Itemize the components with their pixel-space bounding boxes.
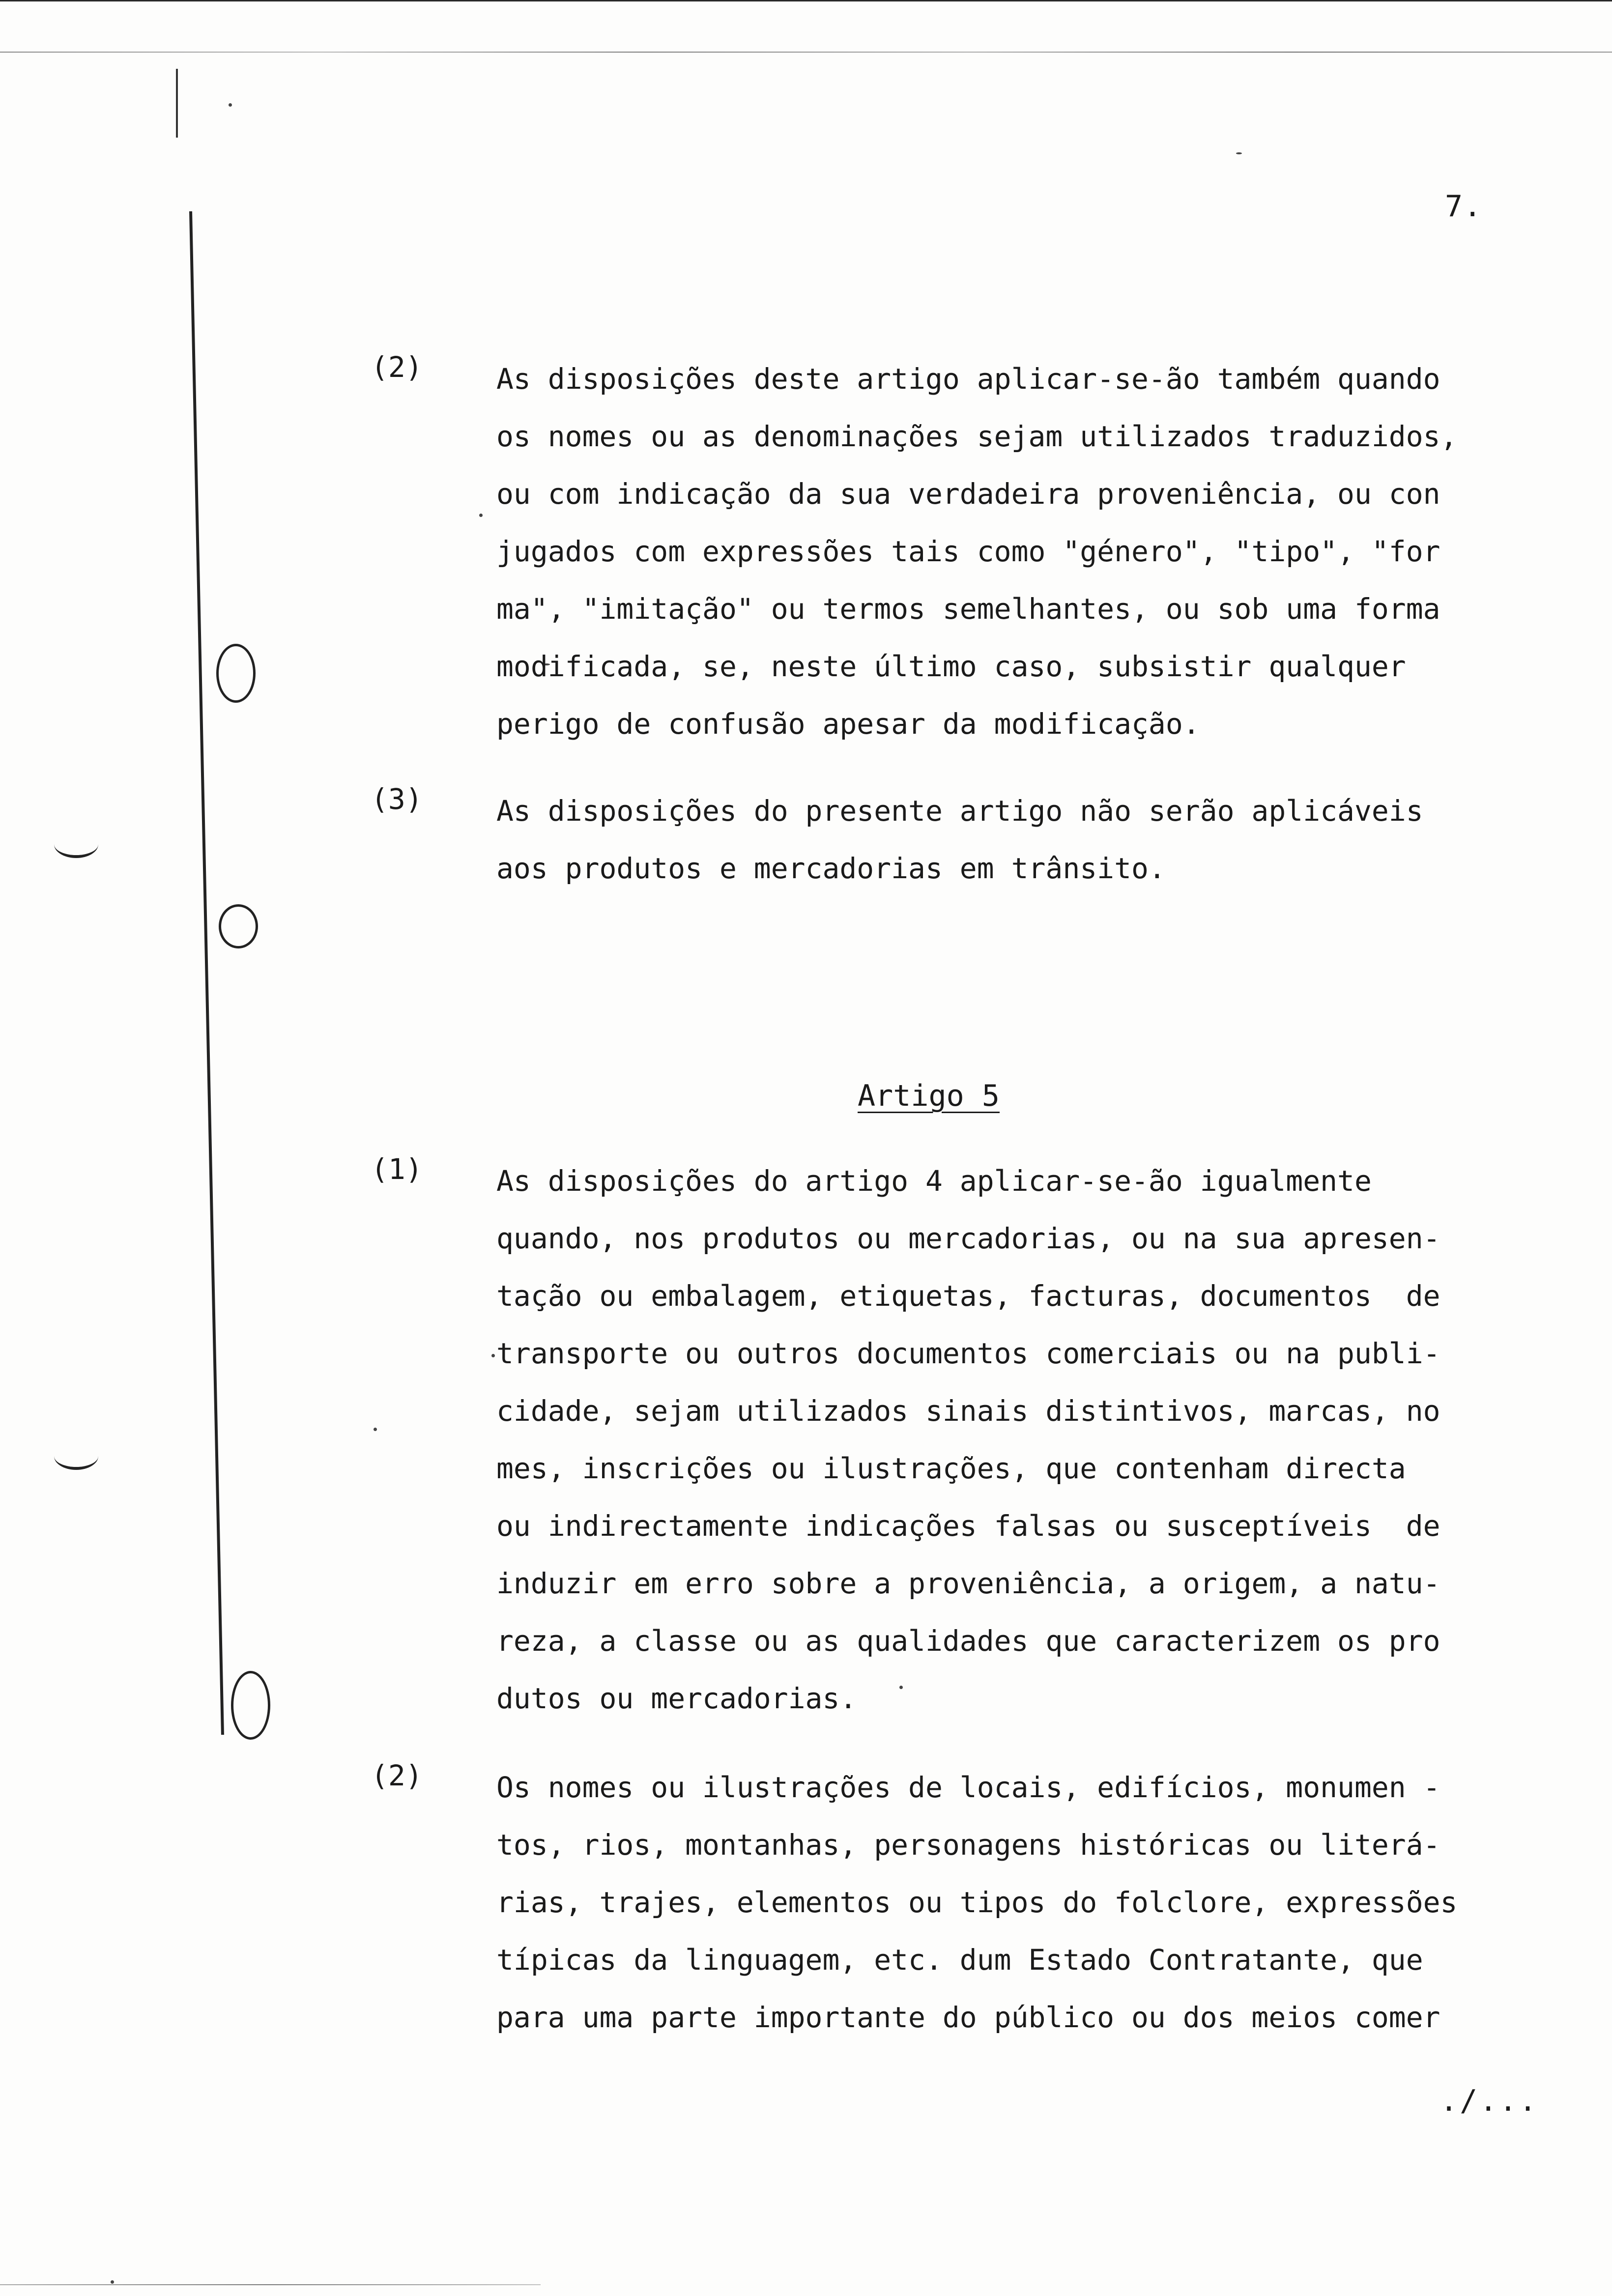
text-line: para uma parte importante do público ou dos meios comer <box>496 2001 1440 2034</box>
speck <box>1236 152 1242 154</box>
punch-arc-icon <box>54 831 98 858</box>
text-line: ou com indicação da sua verdadeira proveniência, ou con <box>496 477 1440 511</box>
speck <box>374 1428 377 1431</box>
article-paragraph-2 <box>371 1759 1548 2046</box>
text-line: reza, a classe ou as qualidades que caracterizem os pro <box>496 1624 1440 1658</box>
paragraph-number: (1) <box>371 1152 423 1186</box>
speck <box>491 1354 495 1357</box>
text-line: quando, nos produtos ou mercadorias, ou na sua apresen- <box>496 1222 1440 1255</box>
page-number: 7. <box>1445 189 1483 224</box>
text-line: transporte ou outros documentos comerciais ou na publi- <box>496 1337 1440 1370</box>
page-top-edge <box>0 0 1612 1</box>
text-line: perigo de confusão apesar da modificação. <box>496 707 1200 741</box>
text-line: As disposições do artigo 4 aplicar-se-ão igualmente <box>496 1164 1372 1198</box>
binding-margin-line <box>189 211 224 1735</box>
text-line: induzir em erro sobre a proveniência, a origem, a natu- <box>496 1567 1440 1600</box>
text-line: aos produtos e mercadorias em trânsito. <box>496 852 1166 885</box>
text-line: As disposições deste artigo aplicar-se-ão também quando <box>496 362 1440 396</box>
punch-hole-icon <box>219 904 258 948</box>
paragraph-number: (3) <box>371 782 423 816</box>
punch-hole-icon <box>216 644 256 703</box>
text-line: os nomes ou as denominações sejam utilizados traduzidos, <box>496 420 1458 453</box>
article-heading: Artigo 5 <box>858 1079 1000 1113</box>
text-line: ma", "imitação" ou termos semelhantes, ou sob uma forma <box>496 592 1440 626</box>
text-line: modificada, se, neste último caso, subsistir qualquer <box>496 650 1406 683</box>
binding-mark <box>176 69 178 138</box>
text-line: cidade, sejam utilizados sinais distintivos, marcas, no <box>496 1394 1440 1428</box>
article-paragraph-1 <box>371 1152 1548 1727</box>
speck <box>229 103 232 107</box>
speck <box>479 514 483 517</box>
punch-hole-icon <box>231 1671 270 1740</box>
text-line: rias, trajes, elementos ou tipos do folclore, expressões <box>496 1886 1458 1919</box>
text-line: tos, rios, montanhas, personagens históricas ou literá- <box>496 1828 1440 1862</box>
paragraph-number: (2) <box>371 1759 423 1792</box>
scan-artifact-line <box>0 52 1612 53</box>
paragraph-3 <box>371 782 1548 897</box>
continuation-mark: ./... <box>1440 2084 1539 2118</box>
paragraph-number: (2) <box>371 350 423 384</box>
text-line: mes, inscrições ou ilustrações, que contenham directa <box>496 1452 1406 1485</box>
text-line: Os nomes ou ilustrações de locais, edifícios, monumen - <box>496 1771 1440 1804</box>
text-line: típicas da linguagem, etc. dum Estado Contratante, que <box>496 1943 1423 1977</box>
paragraph-2 <box>371 350 1548 753</box>
scan-artifact-line <box>0 2284 541 2285</box>
text-line: jugados com expressões tais como "género", "tipo", "for <box>496 535 1440 568</box>
text-line: dutos ou mercadorias. <box>496 1682 857 1715</box>
punch-arc-icon <box>54 1442 98 1470</box>
speck <box>111 2280 114 2284</box>
text-line: tação ou embalagem, etiquetas, facturas, documentos de <box>496 1279 1440 1313</box>
text-line: As disposições do presente artigo não serão aplicáveis <box>496 794 1423 828</box>
text-line: ou indirectamente indicações falsas ou susceptíveis de <box>496 1509 1440 1543</box>
